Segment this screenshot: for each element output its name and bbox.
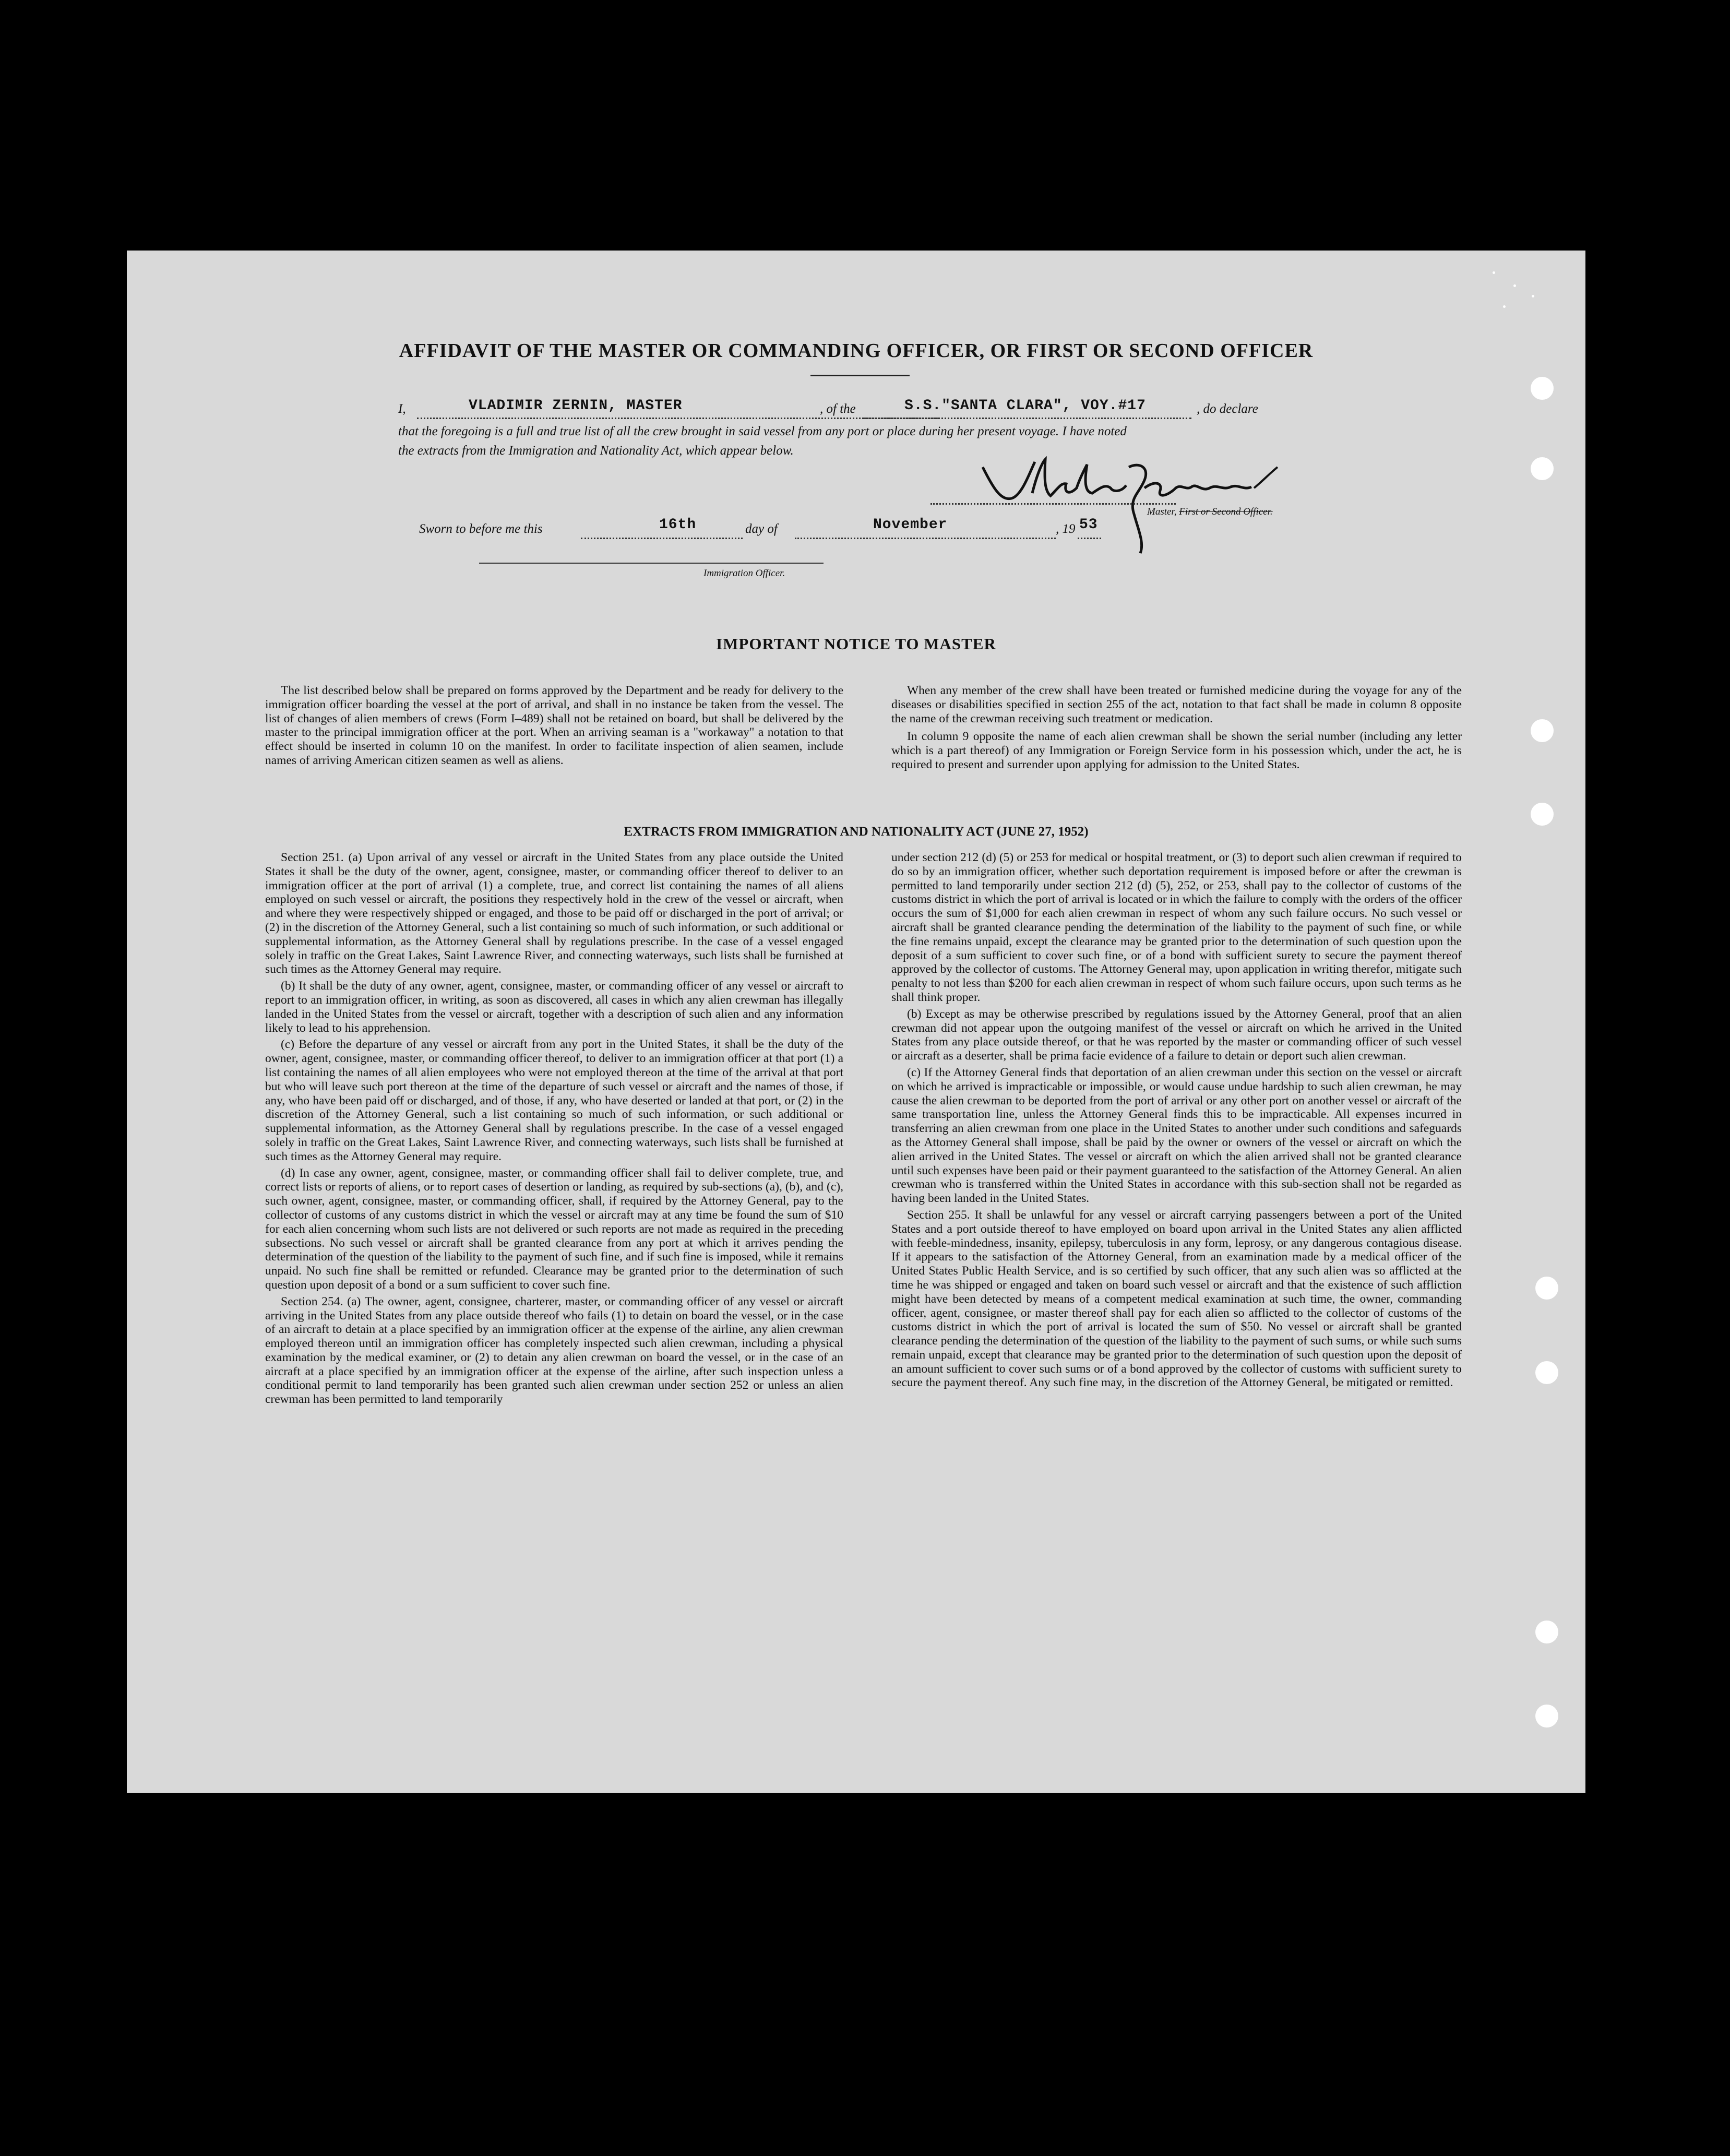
year-line: [1078, 538, 1101, 539]
immigration-officer-line: [479, 563, 824, 564]
sworn-month: November: [873, 517, 948, 533]
day-line: [581, 538, 743, 539]
notice-left-column: [265, 684, 843, 768]
binder-hole: [1535, 1621, 1558, 1643]
extracts-heading: EXTRACTS FROM IMMIGRATION AND NATIONALITY ACT (JUNE 27, 1952): [624, 825, 1089, 839]
document-title: AFFIDAVIT OF THE MASTER OR COMMANDING OFFICER, OR FIRST OR SECOND OFFICER: [399, 340, 1314, 362]
sworn-year: 53: [1079, 517, 1098, 533]
binder-hole: [1531, 377, 1554, 400]
binder-hole: [1535, 1705, 1558, 1728]
vessel-line: [863, 418, 1191, 419]
speck: [1513, 284, 1516, 287]
speck: [1493, 271, 1495, 274]
sworn-label: Sworn to before me this: [419, 522, 543, 536]
declaration-text-2: the extracts from the Immigration and Nationality Act, which appear below.: [398, 444, 794, 458]
section-254-a-continued: under section 212 (d) (5) or 253 for medical or hospital treatment, or (3) to deport such alien crewman if required to do so by an immigration officer, whether such deportation requirement is imposed before or after the crewman is permitted to land temporarily under section 212 (d) (5), 252, or 253, shall pay to the collector of customs of the customs district in which the port of arrival is located or in which the failure to comply with the orders of the officer occurs the sum of $1,000 for each alien crewman in respect of whom any such failure occurs. No such vessel or aircraft shall be granted clearance pending the determination of the liability to the payment of such fine, or while the fine remains unpaid, except the clearance may be granted prior to the determination of such question upon the deposit of a sum sufficient to cover such fine, or of a bond with sufficient surety to secure the payment thereof approved by the collector of customs. The Attorney General may, upon application in writing therefor, mitigate such penalty to not less than $200 for each alien crewman in respect of whom such failure occurs, upon such terms as he shall think proper.: [891, 851, 1462, 1004]
binder-hole: [1531, 457, 1554, 480]
speck: [1532, 295, 1534, 297]
vessel-name: S.S."SANTA CLARA", VOY.#17: [904, 398, 1146, 414]
notice-right-column: [891, 684, 1462, 772]
speck: [1503, 305, 1506, 308]
section-255: Section 255. It shall be unlawful for any vessel or aircraft carrying passengers between a port of the United States and a port outside thereof to have employed on board upon arrival in the United States any alien afflicted with feeble-mindedness, insanity, epilepsy, tuberculosis in any form, leprosy, or any dangerous contagious disease. If it appears to the satisfaction of the Attorney General, from an examination made by a medical officer of the United States Public Health Service, and is so certified by such officer, that any such alien was so afflicted at the time he was shipped or engaged and taken on board such vessel or aircraft and that the existence of such affliction might have been detected by means of a competent medical examination at such time, the owner, commanding officer, agent, consignee, or master thereof shall pay for each alien so afflicted to the collector of customs of the customs district in which the port of arrival is located the sum of $50. No vessel or aircraft shall be granted clearance pending the determination of the question of the liability to the payment of such sums, or while such sums remain unpaid, except that clearance may be granted prior to the determination of such question upon the deposit of an amount sufficient to cover such sums or of a bond approved by the collector of customs with sufficient surety to secure the payment thereof. Any such fine may, in the discretion of the Attorney General, be mitigated or remitted.: [891, 1208, 1462, 1390]
year-prefix: , 19: [1056, 522, 1076, 536]
extracts-right-column: [891, 851, 1462, 1390]
notice-heading: IMPORTANT NOTICE TO MASTER: [716, 635, 996, 653]
section-251-d: (d) In case any owner, agent, consignee, master, or commanding officer shall fail to deliver complete, true, and correct lists or reports of aliens, or to report cases of desertion or landing, as required by sub-sections (a), (b), and (c), such owner, agent, consignee, master, or commanding officer, shall, if required by the Attorney General, pay to the collector of customs of any customs district in which the vessel or aircraft may at any time be found the sum of $10 for each alien concerning whom such lists are not delivered or such reports are not made as required in the preceding subsections. No such vessel or aircraft shall be granted clearance from any port at which it arrives pending the determination of the question of the liability to the payment of such fine, and if such fine is imposed, while it remains unpaid. No such fine shall be remitted or refunded. Clearance may be granted prior to the determination of such question upon deposit of a bond or a sum sufficient to cover such fine.: [265, 1166, 843, 1292]
binder-hole: [1535, 1361, 1558, 1384]
name-line: [417, 418, 939, 419]
day-of-label: day of: [745, 522, 778, 536]
caption-master: Master,: [1147, 506, 1177, 517]
section-254-b: (b) Except as may be otherwise prescribed by regulations issued by the Attorney General, proof that an alien crewman did not appear upon the outgoing manifest of the vessel or aircraft on which he arrived in the United States from any place outside thereof, or that he was reported by the master or commanding officer of such vessel or aircraft as a deserter, shall be prima facie evidence of a failure to detain or deport such alien crewman.: [891, 1007, 1462, 1063]
master-name: VLADIMIR ZERNIN, MASTER: [469, 398, 683, 414]
notice-left-paragraph: The list described below shall be prepared on forms approved by the Department and be ready for delivery to the immigration officer boarding the vessel at the port of arrival, and shall in no instance be taken from the vessel. The list of changes of alien members of crews (Form I–489) shall not be retained on board, but shall be delivered by the master to the principal immigration officer at the port. When an arriving seaman is a "workaway" a notation to that effect should be inserted in column 10 on the manifest. In order to facilitate inspection of alien seamen, include names of arriving American citizen seamen as well as aliens.: [265, 684, 843, 767]
notice-right-paragraph-2: In column 9 opposite the name of each alien crewman shall be shown the serial number (including any letter which is a part thereof) of any Immigration or Foreign Service form in his possession which, under the act, he is required to present and surrender upon applying for admission to the United States.: [891, 730, 1462, 771]
declaration-text-1: that the foregoing is a full and true list of all the crew brought in said vessel from any port or place during her present voyage. I have noted: [398, 424, 1127, 438]
section-254-a: Section 254. (a) The owner, agent, consignee, charterer, master, or commanding officer of any vessel or aircraft arriving in the United States from any place outside thereof who fails (1) to detain on board the vessel, or in the case of an aircraft to detain at a place specified by an immigration officer at the expense of the airline, any alien crewman employed thereon until an immigration officer has completely inspected such alien crewman, including a physical examination by the medical examiner, or (2) to detain any alien crewman on board the vessel, or in the case of an aircraft at a place specified by an immigration officer at the expense of the airline, after such inspection unless a conditional permit to land temporarily has been granted such alien crewman under section 252 or unless an alien crewman has been permitted to land temporarily: [265, 1294, 843, 1407]
month-line: [795, 538, 1056, 539]
affidavit-page: [127, 251, 1585, 1793]
immigration-officer-caption: Immigration Officer.: [703, 568, 785, 579]
signature-line: [930, 503, 1176, 505]
binder-hole: [1531, 803, 1554, 826]
do-declare-label: , do declare: [1197, 402, 1258, 416]
notice-right-paragraph-1: When any member of the crew shall have been treated or furnished medicine during the voyage for any of the diseases or disabilities specified in section 255 of the act, notation to that fact shall be made in column 8 opposite the name of the crewman receiving such treatment or medication.: [891, 684, 1462, 725]
sworn-day: 16th: [659, 517, 697, 533]
binder-hole: [1535, 1277, 1558, 1300]
title-underline: [810, 375, 910, 376]
section-251-c: (c) Before the departure of any vessel or aircraft from any port in the United States, it shall be the duty of the owner, agent, consignee, master, or commanding officer thereof, to deliver to an immigration officer at that port (1) a list containing the names of all alien employees who were not employed thereon at the time of the arrival at that port but who will leave such port thereon at the time of the departure of such vessel or aircraft and the names of those, if any, who have been paid off or discharged, and of those, if any, who have deserted or landed at that port, or (2) in the discretion of the Attorney General, such a list containing so much of such information, or such additional or supplemental information, as the Attorney General shall by regulations prescribe. In the case of a vessel engaged solely in traffic on the Great Lakes, Saint Lawrence River, and connecting waterways, such lists shall be furnished at such times as the Attorney General may require.: [265, 1038, 843, 1163]
section-251-a: Section 251. (a) Upon arrival of any vessel or aircraft in the United States from any place outside the United States it shall be the duty of the owner, agent, consignee, master, or commanding officer thereof to deliver to an immigration officer at the port of arrival (1) a complete, true, and correct list containing the names of all aliens employed on such vessel or aircraft, the positions they respectively hold in the crew of the vessel or aircraft, when and where they were respectively shipped or engaged, and those to be paid off or discharged in the port of arrival; or (2) in the discretion of the Attorney General, such a list containing so much of such information, or such additional or supplemental information, as the Attorney General shall by regulations prescribe. In the case of a vessel engaged solely in traffic on the Great Lakes, Saint Lawrence River, and connecting waterways, such lists shall be furnished at such times as the Attorney General may require.: [265, 851, 843, 976]
section-254-c: (c) If the Attorney General finds that deportation of an alien crewman under this section on the vessel or aircraft on which he arrived is impracticable or impossible, or would cause undue hardship to such alien crewman, he may cause the alien crewman to be deported from the port of arrival or any other port on another vessel or aircraft of the same transportation line, unless the Attorney General finds this to be impracticable. All expenses incurred in transferring an alien crewman from one place in the United States to another under such conditions and safeguards as the Attorney General shall impose, shall be paid by the owner or owners of the vessel or aircraft on which the alien arrived in the United States. The vessel or aircraft on which the alien arrived shall not be granted clearance until such expenses have been paid or their payment guaranteed to the satisfaction of the Attorney General. An alien crewman who is transferred within the United States in accordance with this sub-section shall not be regarded as having been landed in the United States.: [891, 1065, 1462, 1206]
signature-caption: [1147, 506, 1273, 518]
caption-struck-officer: First or Second Officer.: [1179, 506, 1273, 517]
section-251-b: (b) It shall be the duty of any owner, agent, consignee, master, or commanding officer of any vessel or aircraft to report to an immigration officer, in writing, as soon as discovered, all cases in which any alien crewman has illegally landed in the United States from the vessel or aircraft, together with a description of such alien and any information likely to lead to his apprehension.: [265, 979, 843, 1035]
of-the-label: , of the: [820, 402, 856, 416]
binder-hole: [1531, 719, 1554, 742]
i-label: I,: [398, 402, 406, 416]
extracts-left-column: [265, 851, 843, 1407]
